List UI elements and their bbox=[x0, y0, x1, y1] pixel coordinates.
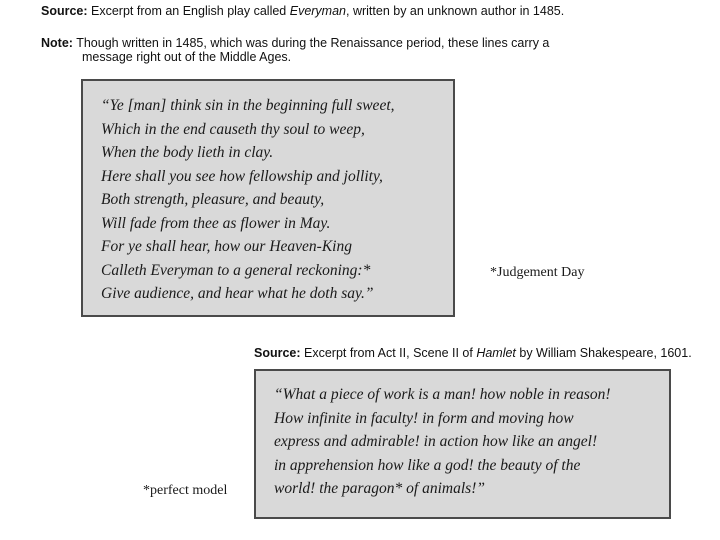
quote-line: express and admirable! in action how like an angel! bbox=[274, 433, 598, 450]
quote-line: When the body lieth in clay. bbox=[101, 144, 274, 161]
source-label: Source: bbox=[41, 4, 88, 18]
hamlet-quote-box bbox=[254, 369, 671, 519]
note-line-2: message right out of the Middle Ages. bbox=[82, 50, 292, 64]
source-citation-hamlet bbox=[254, 346, 692, 360]
quote-line: Will fade from thee as flower in May. bbox=[101, 214, 331, 232]
source-citation-everyman bbox=[41, 4, 564, 18]
quote-line: How infinite in faculty! in form and moving how bbox=[274, 409, 574, 427]
quote-line: Calleth Everyman to a general reckoning:* bbox=[101, 261, 371, 279]
note bbox=[41, 36, 549, 64]
play-title: Hamlet bbox=[476, 346, 516, 360]
note-line-1: Though written in 1485, which was during the Renaissance period, these lines carry a bbox=[72, 36, 550, 50]
quote-line: Here shall you see how fellowship and jollity, bbox=[101, 167, 383, 185]
quote-line: Both strength, pleasure, and beauty, bbox=[101, 191, 325, 208]
quote-line: Give audience, and hear what he doth say.” bbox=[101, 285, 374, 302]
footnote-judgement-day: *Judgement Day bbox=[490, 265, 585, 280]
source-label: Source: bbox=[254, 346, 301, 360]
quote-line: For ye shall hear, how our Heaven-King bbox=[101, 238, 352, 255]
source-text-before: Excerpt from Act II, Scene II of bbox=[300, 346, 477, 360]
everyman-quote-box bbox=[81, 79, 455, 317]
footnote-perfect-model: *perfect model bbox=[143, 483, 228, 498]
play-title: Everyman bbox=[289, 4, 347, 18]
note-label: Note: bbox=[41, 36, 73, 50]
quote-line: in apprehension how like a god! the beauty of the bbox=[274, 456, 581, 474]
source-text-before: Excerpt from an English play called bbox=[87, 4, 290, 18]
quote-line: “Ye [man] think sin in the beginning full sweet, bbox=[101, 97, 395, 114]
quote-line: “What a piece of work is a man! how noble in reason! bbox=[274, 386, 611, 403]
source-text-after: , written by an unknown author in 1485. bbox=[346, 4, 565, 18]
quote-line: Which in the end causeth thy soul to weep, bbox=[101, 120, 365, 138]
quote-line: world! the paragon* of animals!” bbox=[274, 480, 485, 497]
source-text-after: by William Shakespeare, 1601. bbox=[515, 346, 692, 360]
